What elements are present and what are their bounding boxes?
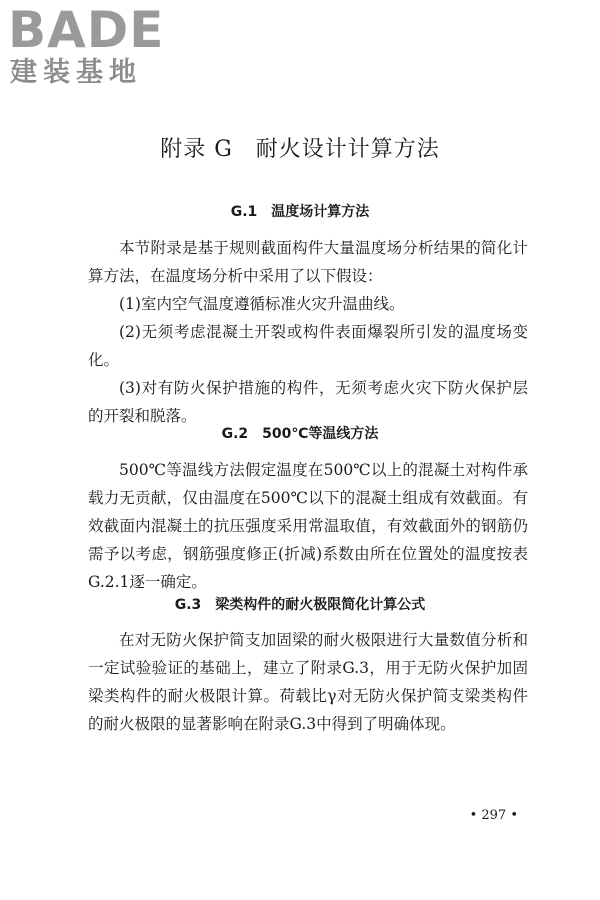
section-heading-g1: G.1 温度场计算方法 xyxy=(230,204,370,220)
paragraph: (2)无须考虑混凝土开裂或构件表面爆裂所引发的温度场变化。 xyxy=(88,323,528,369)
paragraph: (3)对有防火保护措施的构件，无须考虑火灾下防火保护层的开裂和脱落。 xyxy=(88,379,528,425)
paragraph: 本节附录是基于规则截面构件大量温度场分析结果的简化计算方法，在温度场分析中采用了以下假设： xyxy=(88,239,528,285)
paragraph: (1)室内空气温度遵循标准火灾升温曲线。 xyxy=(119,295,405,313)
logo-subtitle: 建装基地 xyxy=(10,57,142,88)
logo-brand: BADE xyxy=(8,1,165,59)
paragraph: 500℃等温线方法假定温度在500℃以上的混凝土对构件承载力无贡献，仅由温度在500℃以下的混凝土组成有效截面。有效截面内混凝土的抗压强度采用常温取值，有效截面外的钢筋仍需予以考虑，钢筋强度修正(折减)系数由所在位置处的温度按表G.2.1逐一确定。 xyxy=(88,461,528,591)
page-number: • 297 • xyxy=(469,808,518,823)
appendix-title: 附录 G 耐火设计计算方法 xyxy=(160,137,440,162)
section-heading-g2: G.2 500℃等温线方法 xyxy=(221,426,379,442)
logo xyxy=(8,1,178,90)
paragraph: 在对无防火保护简支加固梁的耐火极限进行大量数值分析和一定试验验证的基础上，建立了附录G.3，用于无防火保护加固梁类构件的耐火极限计算。荷载比γ对无防火保护简支梁类构件的耐火极限的显著影响在附录G.3中得到了明确体现。 xyxy=(88,631,528,733)
section-heading-g3: G.3 梁类构件的耐火极限简化计算公式 xyxy=(174,597,426,613)
